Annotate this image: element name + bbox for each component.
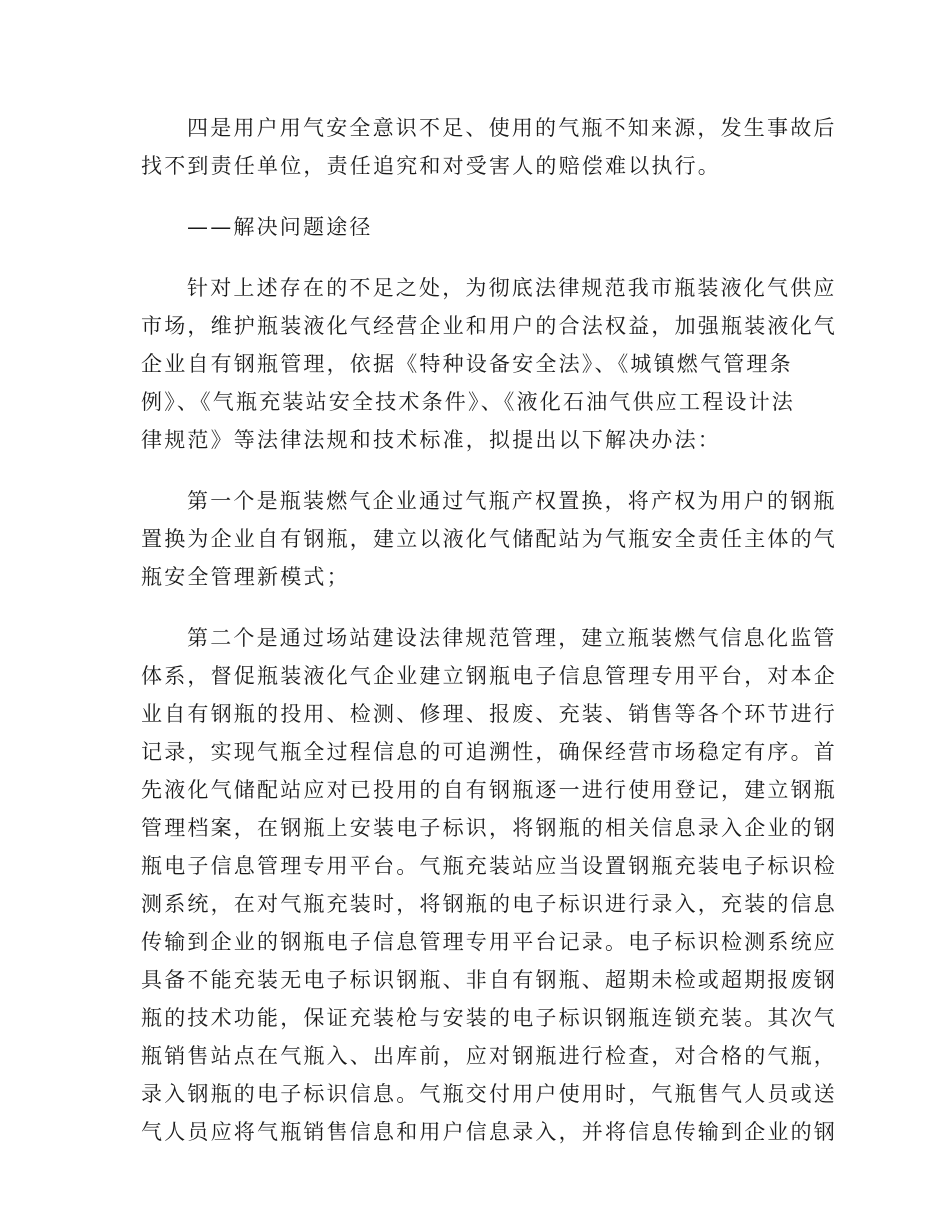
text-line: ——解决问题途径 xyxy=(187,215,373,239)
text-line: 具备不能充装无电子标识钢瓶、非自有钢瓶、超期未检或超期报废钢 xyxy=(141,968,837,992)
paragraph-solution-intro xyxy=(141,269,837,459)
text-line: 先液化气储配站应对已投用的自有钢瓶逐一进行使用登记，建立钢瓶 xyxy=(141,778,837,802)
text-line: 律规范》等法律法规和技术标准，拟提出以下解决办法： xyxy=(141,428,721,452)
text-line: 企业自有钢瓶管理，依据《特种设备安全法》、《城镇燃气管理条 xyxy=(141,352,793,376)
text-line: 例》、《气瓶充装站安全技术条件》、《液化石油气供应工程设计法 xyxy=(141,390,795,414)
paragraph-second-measure xyxy=(141,619,837,1151)
text-line: 瓶安全管理新模式； xyxy=(141,565,350,589)
text-line: 针对上述存在的不足之处，为彻底法律规范我市瓶装液化气供应 xyxy=(187,276,837,300)
text-line: 气人员应将气瓶销售信息和用户信息录入，并将信息传输到企业的钢 xyxy=(141,1120,837,1144)
paragraph-first-measure xyxy=(141,482,837,596)
text-line: 四是用户用气安全意识不足、使用的气瓶不知来源，发生事故后 xyxy=(187,116,837,140)
section-heading-solution xyxy=(141,208,811,246)
text-line: 管理档案，在钢瓶上安装电子标识，将钢瓶的相关信息录入企业的钢 xyxy=(141,816,837,840)
text-line: 业自有钢瓶的投用、检测、修理、报废、充装、销售等各个环节进行 xyxy=(141,702,837,726)
text-line: 测系统，在对气瓶充装时，将钢瓶的电子标识进行录入，充装的信息 xyxy=(141,892,837,916)
text-line: 体系，督促瓶装液化气企业建立钢瓶电子信息管理专用平台，对本企 xyxy=(141,664,837,688)
text-line: 瓶的技术功能，保证充装枪与安装的电子标识钢瓶连锁充装。其次气 xyxy=(141,1006,837,1030)
text-line: 瓶电子信息管理专用平台。气瓶充装站应当设置钢瓶充装电子标识检 xyxy=(141,854,837,878)
text-line: 第一个是瓶装燃气企业通过气瓶产权置换，将产权为用户的钢瓶 xyxy=(187,489,837,513)
text-line: 置换为企业自有钢瓶，建立以液化气储配站为气瓶安全责任主体的气 xyxy=(141,527,837,551)
document-body xyxy=(141,109,837,1174)
text-line: 记录，实现气瓶全过程信息的可追溯性，确保经营市场稳定有序。首 xyxy=(141,740,837,764)
text-line: 找不到责任单位，责任追究和对受害人的赔偿难以执行。 xyxy=(141,154,721,178)
paragraph-user-safety-awareness xyxy=(141,109,837,185)
text-line: 传输到企业的钢瓶电子信息管理专用平台记录。电子标识检测系统应 xyxy=(141,930,837,954)
text-line: 瓶销售站点在气瓶入、出库前，应对钢瓶进行检查，对合格的气瓶， xyxy=(141,1044,837,1068)
text-line: 市场，维护瓶装液化气经营企业和用户的合法权益，加强瓶装液化气 xyxy=(141,314,837,338)
text-line: 第二个是通过场站建设法律规范管理，建立瓶装燃气信息化监管 xyxy=(187,626,837,650)
text-line: 录入钢瓶的电子标识信息。气瓶交付用户使用时，气瓶售气人员或送 xyxy=(141,1082,837,1106)
